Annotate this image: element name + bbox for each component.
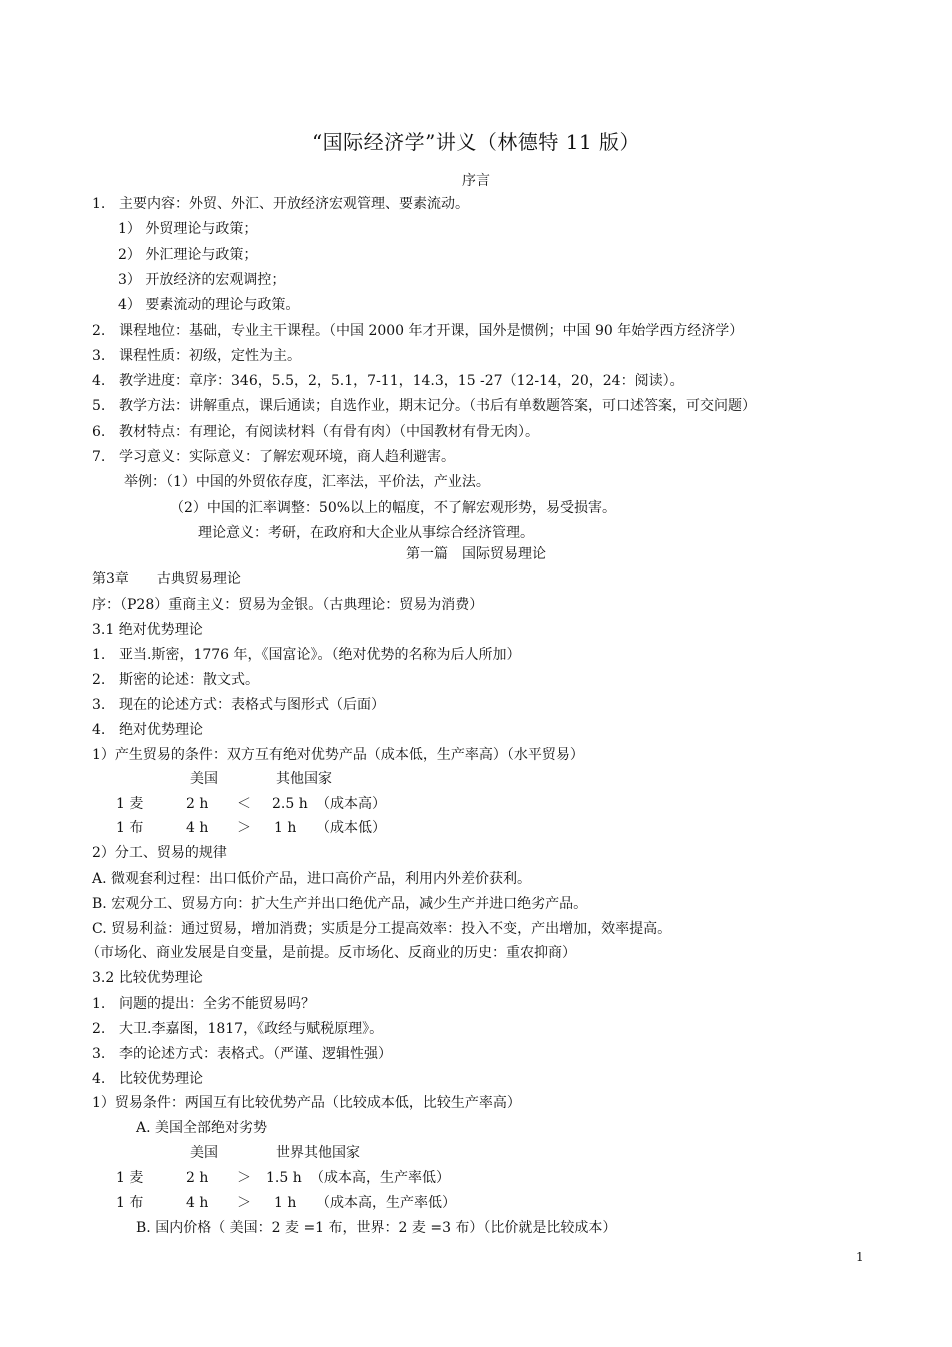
page-number: 1 — [856, 1250, 864, 1264]
list-item — [92, 321, 743, 341]
list-item-number: 2. — [92, 322, 106, 339]
list-item — [92, 670, 259, 690]
list-item-text: 理论意义：考研，在政府和大企业从事综合经济管理。 — [198, 524, 534, 541]
list-item — [118, 270, 285, 290]
table2-item: 1 布 — [116, 1195, 144, 1211]
list-item — [170, 498, 616, 518]
page-title: “国际经济学”讲义（林德特 11 版） — [311, 130, 641, 154]
list-item-number: 2. — [92, 672, 106, 688]
list-item-number: 2. — [92, 1021, 106, 1037]
list-item — [118, 245, 257, 265]
list-item-text: 课程性质：初级，定性为主。 — [119, 347, 301, 364]
list-item-text: 斯密的论述：散文式。 — [119, 672, 259, 688]
rule-note: （市场化、商业发展是自变量，是前提。反市场化、反商业的历史：重农抑商） — [86, 945, 576, 961]
table2-us: 4 h — [186, 1195, 209, 1211]
chapter-intro: 序：（P28）重商主义：贸易为金银。（古典理论：贸易为消费） — [92, 597, 484, 613]
table1-item: 1 麦 — [116, 796, 144, 812]
list-item-text: 教学方法：讲解重点，课后通读；自选作业，期末记分。（书后有单数题答案，可口述答案，可交问题） — [119, 398, 756, 415]
list-item-text: 绝对优势理论 — [119, 722, 203, 738]
table1-header-other: 其他国家 — [276, 771, 332, 787]
list-item-text: 学习意义：实际意义：了解宏观环境，商人趋利避害。 — [119, 449, 455, 465]
list-item-number: 4. — [92, 373, 106, 390]
table2-op: ＞ — [237, 1195, 251, 1211]
chapter-heading: 第3章 古典贸易理论 — [92, 571, 241, 587]
list-item-text: 问题的提出：全劣不能贸易吗？ — [119, 996, 315, 1012]
table1-other: 2.5 h — [272, 796, 308, 812]
list-item-number: 1. — [92, 996, 106, 1012]
trade-condition-1: 1）产生贸易的条件：双方互有绝对优势产品（成本低，生产率高）（水平贸易） — [92, 747, 584, 763]
list-item-text: 1） 外贸理论与政策； — [118, 221, 258, 238]
table1-item: 1 布 — [116, 820, 144, 836]
table2-header-us: 美国 — [190, 1145, 218, 1161]
list-item-number: 5. — [92, 398, 106, 415]
rule-c: C. 贸易利益：通过贸易，增加消费；实质是分工提高效率：投入不变，产出增加，效率提高。 — [92, 921, 672, 937]
table2-note: （成本高，生产率低） — [316, 1195, 456, 1211]
table2-item: 1 麦 — [116, 1170, 144, 1186]
rule-heading: 2）分工、贸易的规律 — [92, 845, 227, 861]
list-item — [92, 194, 469, 214]
list-item — [124, 472, 490, 492]
section-heading-3-2: 3.2 比较优势理论 — [92, 970, 203, 986]
list-item-number: 4. — [92, 1071, 106, 1087]
list-item — [92, 346, 301, 366]
list-item-number: 3. — [92, 347, 106, 364]
list-item — [92, 720, 203, 740]
list-item-number: 6. — [92, 423, 106, 440]
list-item — [92, 422, 539, 442]
list-item — [92, 1019, 383, 1039]
table1-op: ＞ — [237, 820, 251, 836]
table2-us: 2 h — [186, 1170, 209, 1186]
section-heading-3-1: 3.1 绝对优势理论 — [92, 622, 203, 638]
list-item — [92, 1069, 203, 1089]
table1-us: 2 h — [186, 796, 209, 812]
list-item — [92, 371, 684, 391]
list-item-text: 主要内容：外贸、外汇、开放经济宏观管理、要素流动。 — [119, 196, 469, 212]
list-item — [198, 523, 534, 543]
list-item — [92, 695, 385, 715]
table2-other: 1.5 h — [266, 1170, 302, 1186]
list-item-text: 课程地位：基础，专业主干课程。（中国 2000 年才开课，国外是惯例；中国 90 年始学西方经济学） — [119, 322, 744, 339]
list-item-number: 3. — [92, 1046, 106, 1062]
list-item-text: 亚当.斯密，1776 年，《国富论》。（绝对优势的名称为后人所加） — [119, 647, 521, 663]
table1-note: （成本低） — [316, 820, 386, 836]
part-heading: 第一篇 国际贸易理论 — [406, 546, 546, 562]
table2-note: （成本高，生产率低） — [310, 1170, 450, 1186]
list-item — [92, 1044, 392, 1064]
table1-note: （成本高） — [316, 796, 386, 812]
list-item — [92, 447, 455, 467]
list-item-text: 大卫.李嘉图，1817，《政经与赋税原理》。 — [119, 1021, 384, 1037]
rule-a: A. 微观套利过程：出口低价产品，进口高价产品，利用内外差价获利。 — [92, 871, 532, 887]
list-item-text: 4） 要素流动的理论与政策。 — [118, 297, 300, 314]
list-item — [118, 295, 299, 315]
list-item-text: 教材特点：有理论，有阅读材料（有骨有肉）（中国教材有骨无肉）。 — [119, 423, 539, 440]
list-item-number: 1. — [92, 196, 106, 212]
list-item-text: 举例：（1）中国的外贸依存度，汇率法，平价法，产业法。 — [124, 474, 490, 491]
list-item-text: （2）中国的汇率调整：50%以上的幅度，不了解宏观形势，易受损害。 — [170, 499, 617, 516]
list-item — [92, 396, 756, 416]
rule-b: B. 宏观分工、贸易方向：扩大生产并出口绝优产品，减少生产并进口绝劣产品。 — [92, 896, 588, 912]
list-item-number: 1. — [92, 647, 106, 663]
list-item-number: 4. — [92, 722, 106, 738]
table2-header-other: 世界其他国家 — [276, 1145, 360, 1161]
sub-b: B. 国内价格（ 美国：2 麦 =1 布，世界：2 麦 =3 布）（比价就是比较成本） — [136, 1220, 617, 1236]
list-item-number: 7. — [92, 449, 106, 465]
list-item-number: 3. — [92, 697, 106, 713]
list-item-text: 比较优势理论 — [119, 1071, 203, 1087]
list-item-text: 教学进度：章序：346，5.5，2，5.1，7-11，14.3，15 -27（12-14，20，24：阅读）。 — [119, 373, 684, 390]
list-item — [92, 994, 315, 1014]
table1-other: 1 h — [274, 820, 297, 836]
table2-other: 1 h — [274, 1195, 297, 1211]
list-item-text: 现在的论述方式：表格式与图形式（后面） — [119, 697, 385, 713]
table2-op: ＞ — [237, 1170, 251, 1186]
preface-heading: 序言 — [462, 173, 490, 189]
table1-header-us: 美国 — [190, 771, 218, 787]
list-item-text: 3） 开放经济的宏观调控； — [118, 271, 286, 288]
list-item — [92, 645, 521, 665]
trade-condition-2: 1）贸易条件：两国互有比较优势产品（比较成本低，比较生产率高） — [92, 1095, 521, 1111]
sub-a: A. 美国全部绝对劣势 — [136, 1120, 268, 1136]
list-item-text: 李的论述方式：表格式。（严谨、逻辑性强） — [119, 1046, 392, 1062]
table1-us: 4 h — [186, 820, 209, 836]
list-item-text: 2） 外汇理论与政策； — [118, 246, 258, 263]
table1-op: ＜ — [237, 796, 251, 812]
list-item — [118, 219, 257, 239]
